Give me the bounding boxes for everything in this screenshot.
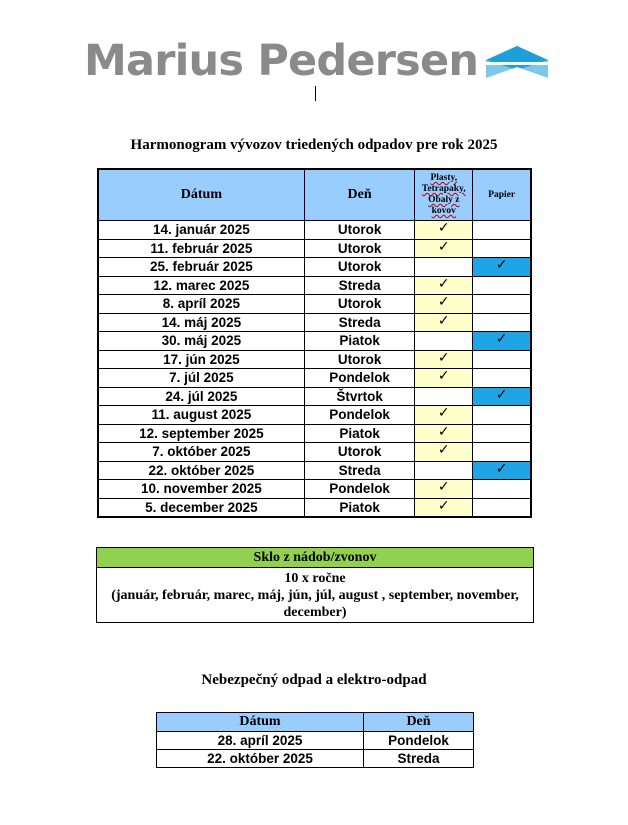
- hazardous-header-row: [157, 713, 474, 732]
- checkmark-icon: ✓: [437, 442, 450, 459]
- row-day: Utorok: [304, 443, 415, 462]
- table-row: [98, 406, 531, 425]
- glass-title: Sklo z nádob/zvonov: [97, 548, 533, 568]
- row-day: Piatok: [304, 424, 415, 443]
- row-paper-cell: [473, 221, 531, 240]
- checkmark-icon: ✓: [495, 257, 508, 274]
- checkmark-icon: ✓: [495, 460, 508, 477]
- column-header-plastics-label: Plasty, Tetrapaky, Obaly z kovov: [421, 173, 466, 216]
- table-row: [98, 276, 531, 295]
- row-day: Piatok: [304, 332, 415, 351]
- row-paper-cell: [473, 313, 531, 332]
- row-date: 22. október 2025: [98, 461, 304, 480]
- row-paper-cell: [473, 276, 531, 295]
- row-paper-cell: [473, 461, 531, 480]
- checkmark-icon: ✓: [437, 368, 450, 385]
- row-date: 14. máj 2025: [98, 313, 304, 332]
- row-plastics-cell: [415, 480, 473, 499]
- schedule-header-row: [98, 169, 531, 221]
- row-paper-cell: [473, 498, 531, 517]
- company-logo-icon: [486, 46, 548, 78]
- row-plastics-cell: [415, 332, 473, 351]
- row-paper-cell: [473, 424, 531, 443]
- row-plastics-cell: [415, 258, 473, 277]
- row-plastics-cell: [415, 498, 473, 517]
- row-plastics-cell: [415, 369, 473, 388]
- row-date: 25. február 2025: [98, 258, 304, 277]
- row-plastics-cell: [415, 295, 473, 314]
- column-header-date: Dátum: [98, 169, 304, 221]
- table-row: [98, 221, 531, 240]
- table-row: [98, 443, 531, 462]
- checkmark-icon: ✓: [495, 386, 508, 403]
- company-logo-text: Marius Pedersen: [84, 36, 479, 86]
- row-day: Pondelok: [304, 369, 415, 388]
- row-day: Utorok: [304, 295, 415, 314]
- row-day: Štvrtok: [304, 387, 415, 406]
- row-date: 24. júl 2025: [98, 387, 304, 406]
- table-row: [98, 295, 531, 314]
- row-paper-cell: [473, 406, 531, 425]
- checkmark-icon: ✓: [437, 479, 450, 496]
- row-paper-cell: [473, 443, 531, 462]
- hazardous-body: [157, 732, 474, 768]
- checkmark-icon: ✓: [437, 497, 450, 514]
- row-plastics-cell: [415, 424, 473, 443]
- row-day: Streda: [304, 276, 415, 295]
- row-day: Utorok: [304, 221, 415, 240]
- hazardous-row-day: Streda: [364, 750, 474, 768]
- row-plastics-cell: [415, 313, 473, 332]
- table-row: [98, 313, 531, 332]
- row-day: Piatok: [304, 498, 415, 517]
- row-date: 11. február 2025: [98, 239, 304, 258]
- checkmark-icon: ✓: [437, 238, 450, 255]
- checkmark-icon: ✓: [437, 312, 450, 329]
- row-paper-cell: [473, 350, 531, 369]
- checkmark-icon: ✓: [495, 331, 508, 348]
- table-row: [98, 461, 531, 480]
- checkmark-icon: ✓: [437, 294, 450, 311]
- table-row: [98, 480, 531, 499]
- row-plastics-cell: [415, 443, 473, 462]
- row-plastics-cell: [415, 276, 473, 295]
- row-plastics-cell: [415, 406, 473, 425]
- glass-body: [97, 568, 533, 622]
- row-date: 11. august 2025: [98, 406, 304, 425]
- row-plastics-cell: [415, 387, 473, 406]
- column-header-plastics: [415, 169, 473, 221]
- row-date: 8. apríl 2025: [98, 295, 304, 314]
- row-plastics-cell: [415, 221, 473, 240]
- row-day: Utorok: [304, 258, 415, 277]
- checkmark-icon: ✓: [437, 220, 450, 237]
- row-day: Utorok: [304, 239, 415, 258]
- row-date: 10. november 2025: [98, 480, 304, 499]
- hazardous-table: [156, 712, 474, 768]
- row-paper-cell: [473, 387, 531, 406]
- row-paper-cell: [473, 295, 531, 314]
- row-paper-cell: [473, 332, 531, 351]
- hazardous-row-day: Pondelok: [364, 732, 474, 750]
- hazardous-title: Nebezpečný odpad a elektro-odpad: [201, 672, 427, 688]
- checkmark-icon: ✓: [437, 405, 450, 422]
- hazardous-header-date: Dátum: [157, 713, 364, 732]
- hazardous-row-date: 28. apríl 2025: [157, 732, 364, 750]
- table-row: [98, 387, 531, 406]
- checkmark-icon: ✓: [437, 275, 450, 292]
- row-day: Utorok: [304, 350, 415, 369]
- table-row: [98, 258, 531, 277]
- table-row: [157, 732, 474, 750]
- row-date: 12. marec 2025: [98, 276, 304, 295]
- glass-frequency: 10 x ročne: [284, 571, 346, 586]
- glass-section: [96, 547, 534, 623]
- schedule-body: [98, 221, 531, 518]
- table-row: [157, 750, 474, 768]
- row-day: Pondelok: [304, 406, 415, 425]
- checkmark-icon: ✓: [437, 349, 450, 366]
- row-plastics-cell: [415, 461, 473, 480]
- row-date: 17. jún 2025: [98, 350, 304, 369]
- checkmark-icon: ✓: [437, 423, 450, 440]
- hazardous-header-day: Deň: [364, 713, 474, 732]
- column-header-day: Deň: [304, 169, 415, 221]
- table-row: [98, 369, 531, 388]
- row-plastics-cell: [415, 239, 473, 258]
- row-date: 12. september 2025: [98, 424, 304, 443]
- row-date: 30. máj 2025: [98, 332, 304, 351]
- table-row: [98, 239, 531, 258]
- row-day: Pondelok: [304, 480, 415, 499]
- column-header-paper: Papier: [473, 169, 531, 221]
- table-row: [98, 498, 531, 517]
- table-row: [98, 424, 531, 443]
- row-day: Streda: [304, 313, 415, 332]
- row-date: 14. január 2025: [98, 221, 304, 240]
- row-paper-cell: [473, 369, 531, 388]
- schedule-title: Harmonogram vývozov triedených odpadov pre rok 2025: [130, 137, 498, 153]
- schedule-table: [97, 168, 532, 518]
- row-paper-cell: [473, 258, 531, 277]
- row-date: 7. október 2025: [98, 443, 304, 462]
- glass-months: (január, február, marec, máj, jún, júl, august , september, november, december): [111, 588, 519, 620]
- text-cursor: [315, 86, 316, 101]
- table-row: [98, 332, 531, 351]
- row-date: 5. december 2025: [98, 498, 304, 517]
- hazardous-row-date: 22. október 2025: [157, 750, 364, 768]
- row-date: 7. júl 2025: [98, 369, 304, 388]
- row-paper-cell: [473, 239, 531, 258]
- row-day: Streda: [304, 461, 415, 480]
- row-plastics-cell: [415, 350, 473, 369]
- table-row: [98, 350, 531, 369]
- row-paper-cell: [473, 480, 531, 499]
